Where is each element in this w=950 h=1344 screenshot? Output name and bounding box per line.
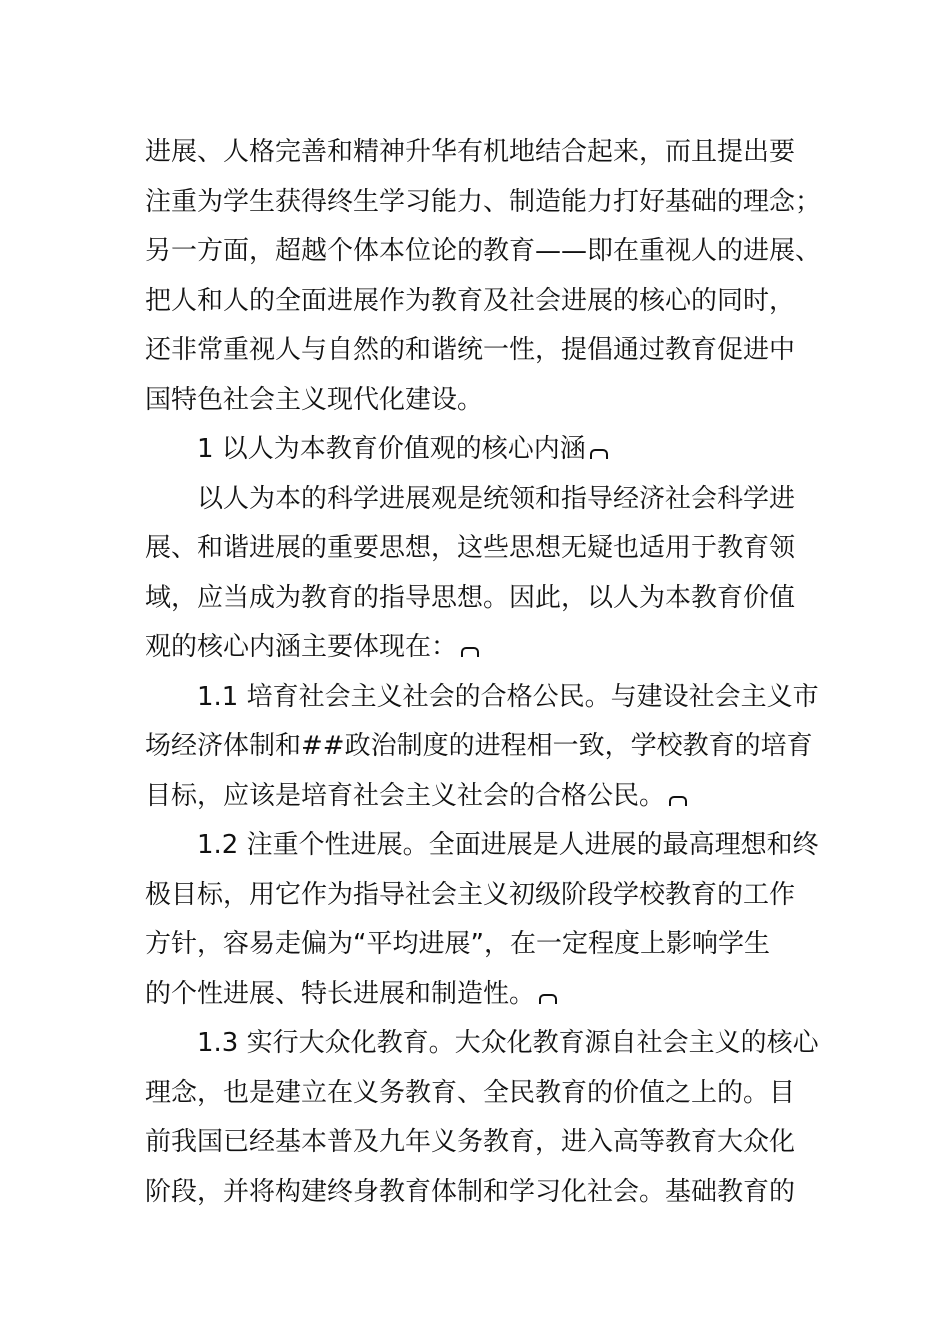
text-line: 还非常重视人与自然的和谐统一性，提倡通过教育促进中 (145, 335, 796, 365)
text-line: 1.1 培育社会主义社会的合格公民。与建设社会主义市 (197, 681, 819, 712)
text-line: 另一方面，超越个体本位论的教育——即在重视人的进展、 (145, 236, 822, 266)
text-line-content: 目标，应该是培育社会主义社会的合格公民。 (145, 780, 666, 811)
text-line-content: 的个性进展、特长进展和制造性。 (145, 978, 536, 1009)
paragraph-mark-icon (539, 994, 557, 1004)
text-line: 注重为学生获得终生学习能力、制造能力打好基础的理念； (145, 186, 822, 217)
text-line: 阶段，并将构建终身教育体制和学习化社会。基础教育的 (145, 1176, 796, 1207)
paragraph-mark-icon (461, 647, 479, 657)
paragraph-mark-icon (590, 449, 608, 459)
paragraph-mark-icon (669, 796, 687, 806)
text-line: 理念，也是建立在义务教育、全民教育的价值之上的。目 (145, 1077, 796, 1108)
text-line: 场经济体制和##政治制度的进程相一致，学校教育的培育 (145, 731, 813, 761)
text-line: 1.3 实行大众化教育。大众化教育源自社会主义的核心 (197, 1028, 819, 1058)
text-line-content: 观的核心内涵主要体现在： (145, 632, 458, 662)
text-line (145, 623, 825, 673)
text-line: 1.2 注重个性进展。全面进展是人进展的最高理想和终 (197, 830, 819, 860)
text-line: 极目标，用它作为指导社会主义初级阶段学校教育的工作 (145, 879, 796, 910)
section-heading-text: 1 以人为本教育价值观的核心内涵 (197, 434, 586, 464)
text-line (145, 970, 825, 1020)
text-line: 国特色社会主义现代化建设。 (145, 384, 484, 415)
text-line: 把人和人的全面进展作为教育及社会进展的核心的同时， (145, 285, 796, 316)
text-line: 进展、人格完善和精神升华有机地结合起来，而且提出要 (145, 137, 796, 167)
text-line: 以人为本的科学进展观是统领和指导经济社会科学进 (197, 483, 796, 514)
text-line: 展、和谐进展的重要思想，这些思想无疑也适用于教育领 (145, 533, 796, 563)
text-line: 方针，容易走偏为“平均进展”，在一定程度上影响学生 (145, 929, 770, 959)
body-text (145, 128, 825, 1217)
section-heading (145, 425, 825, 475)
text-line: 前我国已经基本普及九年义务教育，进入高等教育大众化 (145, 1127, 796, 1157)
text-line (145, 772, 825, 822)
text-line: 域，应当成为教育的指导思想。因此，以人为本教育价值 (145, 582, 796, 613)
